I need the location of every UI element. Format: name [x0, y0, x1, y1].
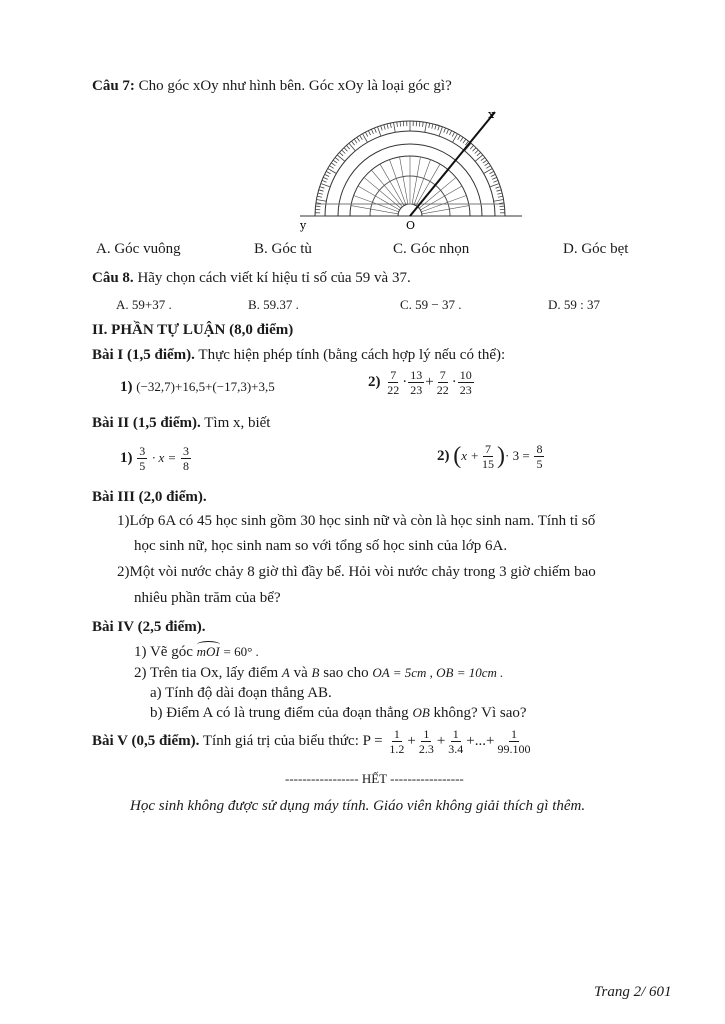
- bai1-label: Bài I (1,5 điểm).: [92, 347, 195, 363]
- bai2-part2: 2) (x + $\frac{7}{15}$ )· 3 = $\frac{8}{5}$: [437, 442, 543, 471]
- question-7: [92, 78, 452, 95]
- fraction: $\frac{8}{5}$: [536, 442, 543, 471]
- bai3-label: Bài III (2,0 điểm).: [92, 489, 207, 505]
- bai4-part2: 2) Trên tia Ox, lấy điểm A và B sao cho OA = 5cm , OB = 10cm .: [134, 665, 504, 681]
- q7-option-d: D. Góc bẹt: [563, 241, 629, 257]
- fraction: $\frac{1}{2.3}$: [418, 727, 434, 756]
- q8-option-d: D. 59 : 37: [548, 297, 600, 312]
- q8-label: Câu 8.: [92, 270, 134, 286]
- bai1-p1-expr: (−32,7)+16,5+(−17,3)+3,5: [136, 379, 275, 394]
- q7-option-a: A. Góc vuông: [96, 241, 181, 257]
- fraction: $\frac{13}{23}$: [410, 368, 423, 397]
- fig-label-x: x: [488, 108, 495, 121]
- end-marker: ----------------- HẾT -----------------: [285, 771, 464, 786]
- fraction: $\frac{7}{15}$: [482, 442, 495, 471]
- protractor-figure: [290, 104, 530, 234]
- page-number: Trang 2/ 601: [594, 984, 672, 1000]
- bai2-label: Bài II (1,5 điểm).: [92, 415, 201, 431]
- q7-option-b: B. Góc tù: [254, 241, 312, 257]
- bai3-part1-cont: học sinh nữ, học sinh nam so với tổng số học sinh của lớp 6A.: [134, 538, 508, 554]
- bai4-part2b: b) Điểm A có là trung điểm của đoạn thẳng OB không? Vì sao?: [150, 705, 527, 721]
- part-2-title: II. PHẦN TỰ LUẬN (8,0 điểm): [92, 322, 294, 338]
- bai1-p2-num: 2): [368, 373, 381, 390]
- bai-1: [92, 347, 505, 364]
- fraction: $\frac{1}{1.2}$: [389, 727, 405, 756]
- bai5-label: Bài V (0,5 điểm).: [92, 732, 200, 749]
- fraction: $\frac{7}{22}$: [436, 368, 449, 397]
- fraction: $\frac{1}{99.100}$: [497, 727, 531, 756]
- footer-note: Học sinh không được sử dụng máy tính. Giáo viên không giải thích gì thêm.: [130, 798, 586, 814]
- bai2-text: Tìm x, biết: [204, 415, 271, 431]
- q8-option-a: A. 59+37 .: [116, 297, 172, 312]
- q7-label: Câu 7:: [92, 78, 135, 94]
- fraction: $\frac{10}{23}$: [459, 368, 472, 397]
- fraction: $\frac{1}{3.4}$: [448, 727, 464, 756]
- bai4-part2a: a) Tính độ dài đoạn thẳng AB.: [150, 685, 332, 701]
- q7-text: Cho góc xOy như hình bên. Góc xOy là loại góc gì?: [138, 78, 452, 94]
- bai4-label: Bài IV (2,5 điểm).: [92, 619, 206, 635]
- question-8: [92, 270, 411, 287]
- bai3-part2: 2)Một vòi nước chảy 8 giờ thì đầy bể. Hỏi vòi nước chảy trong 3 giờ chiếm bao: [117, 564, 596, 580]
- angle-symbol: mOI: [196, 644, 220, 659]
- fraction: $\frac{3}{5}$: [139, 444, 146, 473]
- q8-option-b: B. 59.37 .: [248, 297, 299, 312]
- bai-2: [92, 415, 270, 432]
- fraction: $\frac{3}{8}$: [183, 444, 190, 473]
- bai-5: Bài V (0,5 điểm). Tính giá trị của biểu thức: P = $\frac{1}{1.2}$ + $\frac{1}{2.3}$ + $\frac{1}{3.4}$ +...+ $\frac{1}{99.100}$: [92, 727, 531, 756]
- bai1-text: Thực hiện phép tính (bằng cách hợp lý nếu có thể):: [198, 347, 506, 363]
- bai3-part1: 1)Lớp 6A có 45 học sinh gồm 30 học sinh nữ và còn là học sinh nam. Tính tỉ số: [117, 513, 596, 529]
- fig-label-o: O: [406, 219, 416, 232]
- bai5-text: Tính giá trị của biểu thức: P =: [202, 732, 383, 749]
- bai1-part2: 2) $\frac{7}{22}$ · $\frac{13}{23}$ + $\frac{7}{22}$ · $\frac{10}{23}$: [368, 368, 472, 397]
- fig-label-y: y: [300, 219, 307, 232]
- q8-text: Hãy chọn cách viết kí hiệu tỉ số của 59 và 37.: [137, 270, 411, 286]
- bai1-part1: [120, 379, 275, 396]
- fraction: $\frac{7}{22}$: [387, 368, 400, 397]
- q7-option-c: C. Góc nhọn: [393, 241, 470, 257]
- bai3-part2-cont: nhiêu phần trăm của bể?: [134, 590, 281, 606]
- bai1-p1-num: 1): [120, 379, 133, 395]
- bai2-part1: 1) $\frac{3}{5}$ · x = $\frac{3}{8}$: [120, 444, 190, 473]
- bai4-part1: 1) Vẽ góc mOI = 60° .: [134, 644, 259, 660]
- q8-option-c: C. 59 − 37 .: [400, 297, 462, 312]
